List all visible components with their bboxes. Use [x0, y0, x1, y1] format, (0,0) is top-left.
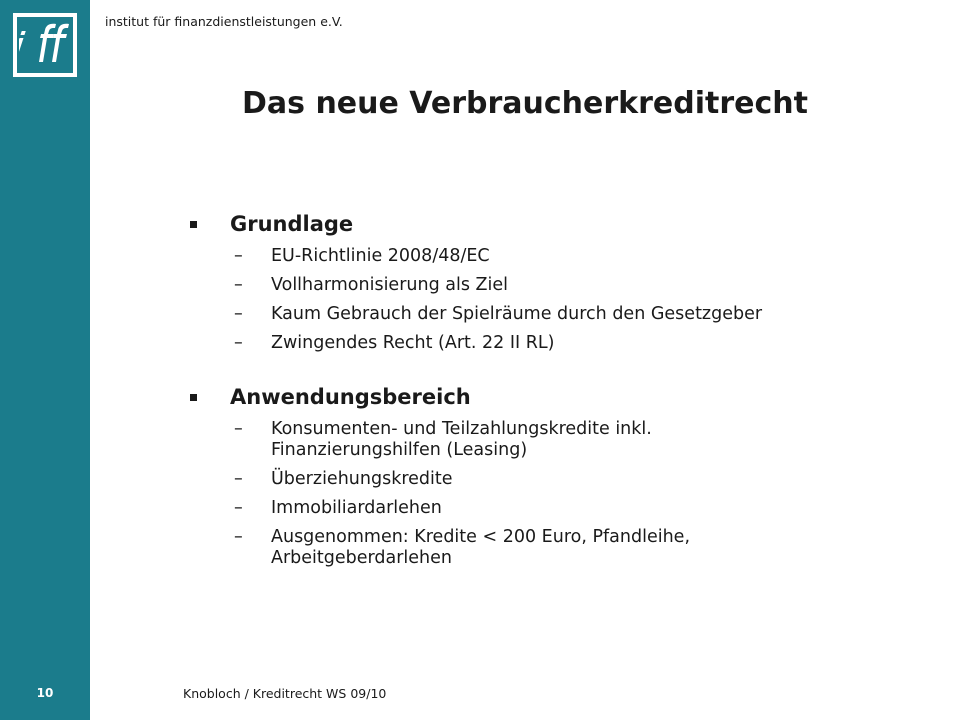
list-item [188, 246, 908, 267]
list-item [188, 527, 908, 569]
dash-bullet: – [234, 333, 243, 353]
square-bullet-icon [190, 221, 197, 228]
section-heading [188, 210, 908, 238]
list-item [188, 275, 908, 296]
slide-title: Das neue Verbraucherkreditrecht [242, 86, 808, 121]
dash-bullet: – [234, 469, 243, 489]
dash-bullet: – [234, 527, 243, 547]
section-grundlage [188, 210, 908, 354]
footer-text: Knobloch / Kreditrecht WS 09/10 [183, 686, 387, 701]
iff-logo-icon [17, 17, 73, 73]
sub-list [188, 246, 908, 354]
list-item [188, 498, 908, 519]
list-item-text-line1: Konsumenten- und Teilzahlungskredite inkl. [271, 419, 652, 439]
dash-bullet: – [234, 304, 243, 324]
dash-bullet: – [234, 419, 243, 439]
list-item-text-line2: Finanzierungshilfen (Leasing) [271, 440, 528, 460]
sub-list [188, 419, 908, 569]
list-item-text: Immobiliardarlehen [271, 498, 442, 518]
section-anwendungsbereich [188, 383, 908, 569]
list-item [188, 333, 908, 354]
list-item-text: Zwingendes Recht (Art. 22 II RL) [271, 333, 555, 353]
list-item-text: Überziehungskredite [271, 469, 453, 489]
institute-name: institut für finanzdienstleistungen e.V. [105, 14, 343, 29]
page-number: 10 [36, 686, 54, 700]
square-bullet-icon [190, 394, 197, 401]
dash-bullet: – [234, 275, 243, 295]
dash-bullet: – [234, 498, 243, 518]
dash-bullet: – [234, 246, 243, 266]
list-item [188, 304, 908, 325]
list-item [188, 469, 908, 490]
section-heading-text: Anwendungsbereich [230, 385, 471, 409]
list-item-text: Vollharmonisierung als Ziel [271, 275, 508, 295]
list-item-text: Kaum Gebrauch der Spielräume durch den Gesetzgeber [271, 304, 763, 324]
list-item [188, 419, 908, 461]
sidebar-band [0, 0, 90, 720]
section-heading-text: Grundlage [230, 212, 354, 236]
list-item-text: EU-Richtlinie 2008/48/EC [271, 246, 490, 266]
list-item-text-line2: Arbeitgeberdarlehen [271, 548, 453, 568]
iff-logo [13, 13, 77, 77]
list-item-text-line1: Ausgenommen: Kredite < 200 Euro, Pfandleihe, [271, 527, 691, 547]
section-heading [188, 383, 908, 411]
